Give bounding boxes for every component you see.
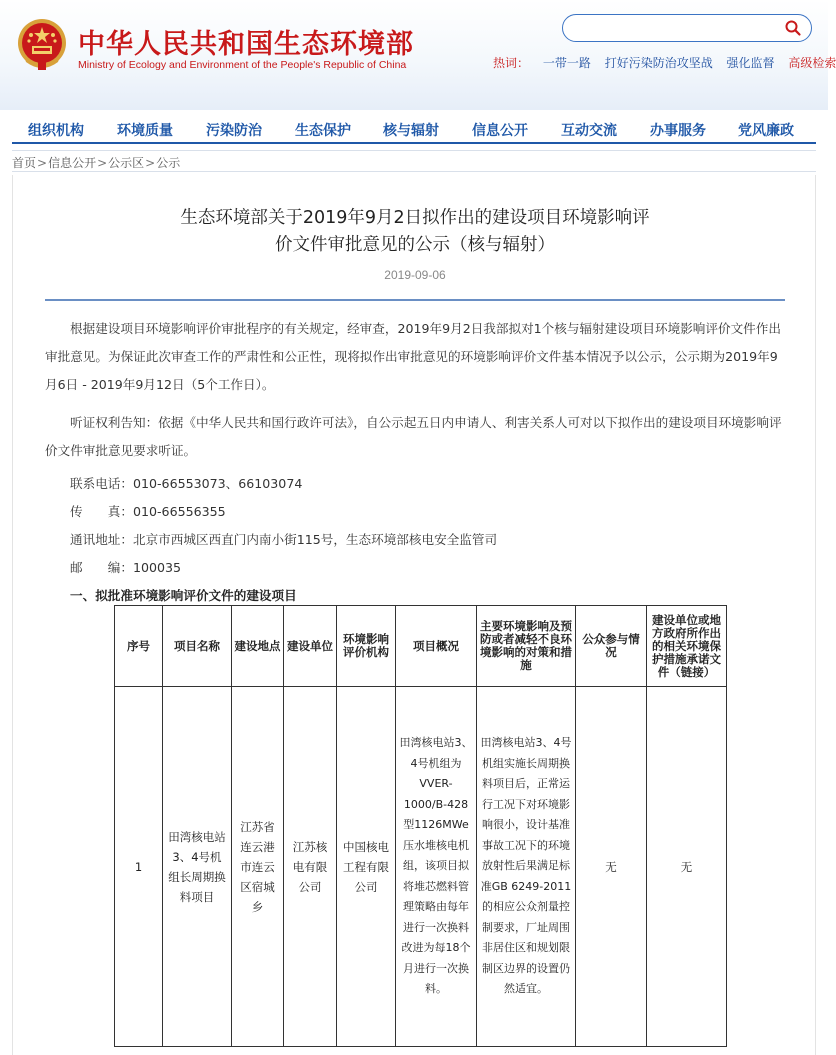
col-header-public: 公众参与情况 — [576, 606, 647, 687]
hearing-notice-paragraph: 听证权利告知：依据《中华人民共和国行政许可法》，自公示起五日内申请人、利害关系人可对以下拟作出的建设项目环境影响评价文件审批意见要求听证。 — [45, 415, 782, 458]
contact-phone: 联系电话：010-66553073、66103074 — [70, 476, 303, 491]
search-box — [562, 14, 812, 42]
national-emblem-icon[interactable] — [16, 16, 68, 72]
breadcrumb — [12, 150, 816, 172]
breadcrumb-home[interactable]: 首页 — [12, 156, 37, 170]
nav-item-pollution[interactable]: 污染防治 — [206, 123, 262, 139]
hot-words-row — [493, 54, 836, 71]
col-header-eia-org: 环境影响评价机构 — [337, 606, 396, 687]
cell-overview: 田湾核电站3、4号机组为VVER-1000/B-428型1126MWe压水堆核电机组，该项目拟将堆芯燃料管理策略由每年进行一次换料改进为每18个月进行一次换料。 — [396, 687, 477, 1047]
search-icon[interactable] — [785, 20, 801, 36]
col-header-overview: 项目概况 — [396, 606, 477, 687]
cell-no: 1 — [115, 687, 163, 1047]
article-title-line1: 生态环境部关于2019年9月2日拟作出的建设项目环境影响评 — [180, 208, 650, 228]
table-header-row — [115, 606, 727, 687]
section-heading: 一、拟批准环境影响评价文件的建设项目 — [70, 588, 297, 603]
cell-location: 江苏省连云港市连云区宿城乡 — [232, 687, 284, 1047]
nav-item-integrity[interactable]: 党风廉政 — [738, 123, 794, 139]
hot-link-supervision[interactable]: 强化监督 — [726, 56, 775, 70]
col-header-builder: 建设单位 — [284, 606, 337, 687]
title-divider — [45, 299, 785, 301]
breadcrumb-notice[interactable]: 公示 — [156, 156, 181, 170]
cell-commitment: 无 — [647, 687, 727, 1047]
col-header-measures: 主要环境影响及预防或者减轻不良环境影响的对策和措施 — [477, 606, 576, 687]
hot-link-pollution[interactable]: 打好污染防治攻坚战 — [604, 56, 713, 70]
advanced-search-link[interactable]: 高级检索 — [788, 56, 836, 70]
hot-words-label: 热词： — [493, 56, 530, 70]
site-name-english[interactable]: Ministry of Ecology and Environment of the People's Republic of China — [78, 59, 407, 71]
breadcrumb-separator: > — [37, 156, 48, 170]
cell-measures: 田湾核电站3、4号机组实施长周期换料项目后，正常运行工况下对环境影响很小，设计基准事故工况下的环境放射性后果满足标准GB 6249-2011的相应公众剂量控制要求，厂址周围非居住区和规划限制区边界的设置仍然适宜。 — [477, 687, 576, 1047]
col-header-no: 序号 — [115, 606, 163, 687]
site-name-chinese[interactable]: 中华人民共和国生态环境部 — [78, 29, 414, 60]
breadcrumb-separator: > — [145, 156, 156, 170]
cell-public: 无 — [576, 687, 647, 1047]
nav-item-interaction[interactable]: 互动交流 — [561, 123, 617, 139]
breadcrumb-info-disclosure[interactable]: 信息公开 — [48, 156, 97, 170]
projects-table — [114, 605, 727, 1047]
cell-builder: 江苏核电有限公司 — [284, 687, 337, 1047]
col-header-commitment: 建设单位或地方政府所作出的相关环境保护措施承诺文件（链接） — [647, 606, 727, 687]
cell-eia-org: 中国核电工程有限公司 — [337, 687, 396, 1047]
col-header-name: 项目名称 — [163, 606, 232, 687]
col-header-location: 建设地点 — [232, 606, 284, 687]
mailing-address: 通讯地址：北京市西城区西直门内南小街115号，生态环境部核电安全监管司 — [70, 532, 498, 547]
nav-item-nuclear[interactable]: 核与辐射 — [383, 123, 439, 139]
site-header — [0, 0, 836, 110]
nav-item-organization[interactable]: 组织机构 — [28, 123, 84, 139]
fax-number: 传 真：010-66556355 — [70, 504, 226, 519]
postcode: 邮 编：100035 — [70, 560, 182, 575]
nav-item-env-quality[interactable]: 环境质量 — [117, 123, 173, 139]
intro-paragraph: 根据建设项目环境影响评价审批程序的有关规定，经审查，2019年9月2日我部拟对1个核与辐射建设项目环境影响评价文件作出审批意见。为保证此次审查工作的严肃性和公正性，现将拟作出审批意见的环境影响评价文件基本情况予以公示，公示期为2019年9月6日 - 2019年9月12日（5个工作日）。 — [45, 321, 781, 392]
cell-name: 田湾核电站3、4号机组长周期换料项目 — [163, 687, 232, 1047]
article-title-line2: 价文件审批意见的公示（核与辐射） — [275, 235, 555, 255]
article-container — [12, 175, 816, 1055]
breadcrumb-separator: > — [97, 156, 108, 170]
hot-link-belt-road[interactable]: 一带一路 — [542, 56, 591, 70]
nav-item-info-disclosure[interactable]: 信息公开 — [472, 123, 528, 139]
search-input[interactable] — [575, 19, 775, 37]
nav-item-services[interactable]: 办事服务 — [650, 123, 706, 139]
main-nav — [12, 116, 816, 144]
breadcrumb-notice-area[interactable]: 公示区 — [108, 156, 145, 170]
table-row — [115, 687, 727, 1047]
article-title — [13, 205, 817, 259]
article-date: 2019-09-06 — [384, 268, 446, 282]
nav-item-eco-protection[interactable]: 生态保护 — [295, 123, 351, 139]
